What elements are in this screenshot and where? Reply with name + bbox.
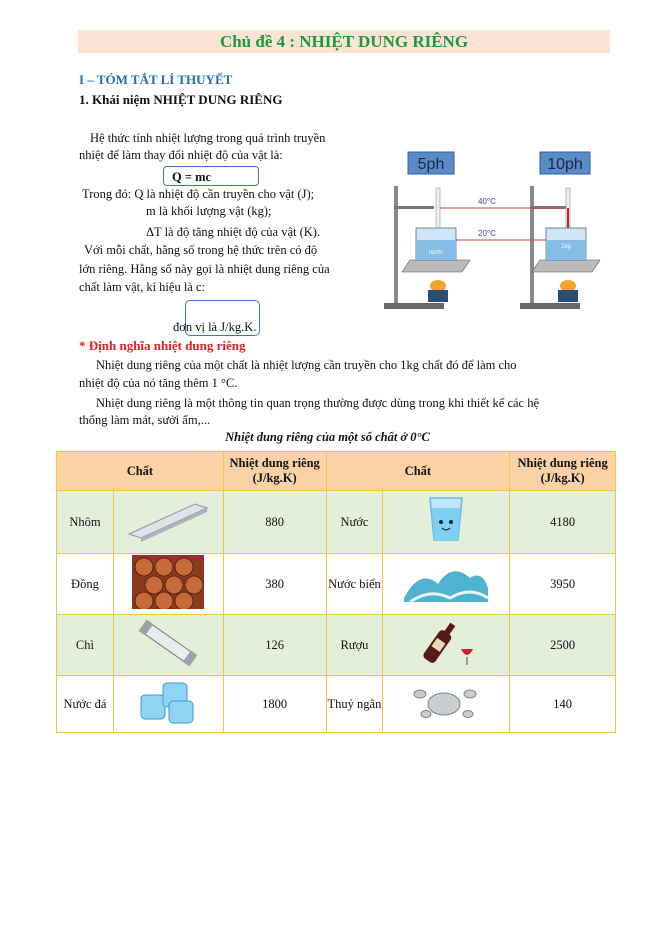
specific-heat-table (56, 451, 616, 733)
where-line-2: m là khối lượng vật (kg); (146, 204, 272, 218)
label-5ph: 5ph (417, 156, 445, 173)
table-row (57, 615, 616, 676)
section-title: I – TÓM TẮT LÍ THUYẾT (79, 72, 233, 87)
heating-experiment-illustration (380, 148, 610, 316)
where-line-1: Trong đó: Q là nhiệt độ cần truyền cho vật (J); (82, 187, 315, 201)
ice-cubes-icon (113, 676, 223, 733)
para-line-3: chất làm vật, kí hiệu là c: (79, 280, 205, 294)
para-line-1: Với mỗi chất, hằng số trong hệ thức trên có độ (84, 243, 318, 257)
value-cell: 3950 (510, 554, 616, 615)
temp-40-label: 40°C (478, 197, 496, 206)
table-row (57, 676, 616, 733)
copper-pipes-icon (113, 554, 223, 615)
para-line-2: lớn riêng. Hằng số này gọi là nhiệt dung riêng của (79, 262, 330, 276)
page-banner: Chủ đề 4 : NHIỆT DUNG RIÊNG (78, 30, 610, 53)
wine-bottle-icon (383, 615, 510, 676)
substance-name: Nước đá (57, 676, 114, 733)
mercury-drops-icon (383, 676, 510, 733)
value-cell: 4180 (510, 491, 616, 554)
value-cell: 140 (510, 676, 616, 733)
substance-name: Chì (57, 615, 114, 676)
table-row (57, 491, 616, 554)
substance-name: Đồng (57, 554, 114, 615)
table-caption: Nhiệt dung riêng của một số chất ở 0°C (225, 430, 430, 444)
value-cell: 880 (223, 491, 326, 554)
definition-title: * Định nghĩa nhiệt dung riêng (79, 338, 246, 353)
intro-line-1: Hệ thức tính nhiệt lượng trong quá trình truyền (90, 131, 326, 145)
substance-name: Nhôm (57, 491, 114, 554)
beaker-right-mass: 1kg (561, 244, 571, 250)
definition-line-2: nhiệt độ của nó tăng thêm 1 °C. (79, 376, 238, 390)
substance-name: Nước (326, 491, 383, 554)
header-substance-left: Chất (57, 452, 224, 491)
value-cell: 380 (223, 554, 326, 615)
header-substance-right: Chất (326, 452, 510, 491)
substance-name: Nước biển (326, 554, 383, 615)
aluminum-profile-icon (113, 491, 223, 554)
unit-line: đơn vị là J/kg.K. (173, 320, 257, 334)
definition-line-3: Nhiệt dung riêng là một thông tin quan trọng thường được dùng trong khi thiết kế các hệ (96, 396, 540, 410)
substance-name: Thuỷ ngân (326, 676, 383, 733)
table-row (57, 554, 616, 615)
value-cell: 1800 (223, 676, 326, 733)
subsection-title: 1. Khái niệm NHIỆT DUNG RIÊNG (79, 92, 283, 107)
temp-20-label: 20°C (478, 229, 496, 238)
header-value-right: Nhiệt dung riêng (J/kg.K) (510, 452, 616, 491)
where-line-3: ΔT là độ tăng nhiệt độ của vật (K). (146, 225, 321, 239)
lead-fuse-icon (113, 615, 223, 676)
water-glass-icon (383, 491, 510, 554)
substance-name: Rượu (326, 615, 383, 676)
definition-line-4: thống làm mát, sưởi ấm,... (79, 413, 211, 427)
label-10ph: 10ph (547, 156, 583, 173)
formula-box: Q = mc (163, 166, 259, 186)
beaker-left-label: nước (428, 250, 444, 256)
value-cell: 126 (223, 615, 326, 676)
definition-line-1: Nhiệt dung riêng của một chất là nhiệt lượng cần truyền cho 1kg chất đó để làm cho (96, 358, 517, 372)
intro-line-2: nhiệt để làm thay đổi nhiệt độ của vật là: (79, 148, 283, 162)
sea-wave-icon (383, 554, 510, 615)
header-value-left: Nhiệt dung riêng (J/kg.K) (223, 452, 326, 491)
value-cell: 2500 (510, 615, 616, 676)
